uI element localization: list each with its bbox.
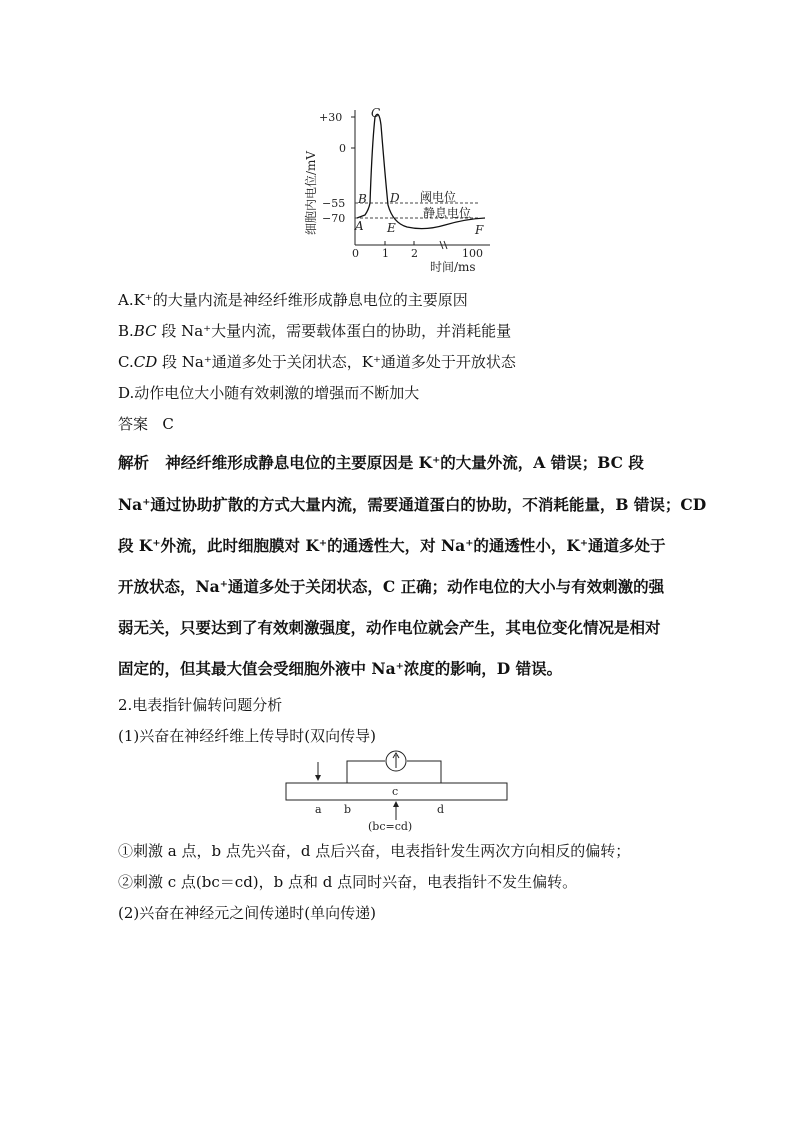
- option-b-segment: BC: [133, 322, 157, 340]
- option-b-text: 段 Na⁺大量内流，需要载体蛋白的协助，并消耗能量: [156, 322, 512, 340]
- option-c-prefix: C.: [118, 353, 134, 371]
- meter-wire-right: [407, 761, 441, 783]
- explanation-line-1: [118, 452, 644, 474]
- explanation-line-3: 段 K⁺外流，此时细胞膜对 K⁺的通透性大，对 Na⁺的通透性小，K⁺通道多处于: [118, 536, 666, 555]
- explanation-line-6: 固定的，但其最大值会受细胞外液中 Na⁺浓度的影响，D 错误。: [118, 659, 563, 678]
- option-c-text: 段 Na⁺通道多处于关闭状态，K⁺通道多处于开放状态: [157, 353, 516, 371]
- option-b-prefix: B.: [118, 322, 134, 340]
- explanation-line-2: Na⁺通过协助扩散的方式大量内流，需要通道蛋白的协助，不消耗能量，B 错误；CD: [118, 495, 707, 514]
- option-a: A.K⁺的大量内流是神经纤维形成静息电位的主要原因: [118, 291, 468, 309]
- point-f-label: F: [475, 223, 484, 237]
- label-d: d: [437, 803, 445, 816]
- x-tick-2: 2: [411, 247, 418, 260]
- resting-label: 静息电位: [423, 206, 472, 220]
- label-c: c: [392, 785, 399, 798]
- x-tick-1: 1: [382, 247, 389, 260]
- x-tick-0: 0: [352, 247, 359, 260]
- answer-line: [118, 414, 174, 434]
- explanation-line-4: 开放状态，Na⁺通道多处于关闭状态，C 正确；动作电位的大小与有效刺激的强: [118, 577, 665, 596]
- point-2: ②刺激 c 点(bc＝cd)，b 点和 d 点同时兴奋，电表指针不发生偏转。: [118, 873, 578, 891]
- stimulus-arrow-a-head: [315, 775, 321, 781]
- point-a-label: A: [355, 219, 364, 233]
- y-tick-55: −55: [322, 197, 346, 210]
- explanation-line-5: 弱无关，只要达到了有效刺激强度，动作电位就会产生，其电位变化情况是相对: [118, 618, 661, 637]
- section-heading: 2.电表指针偏转问题分析: [118, 696, 283, 714]
- subsection-1: (1)兴奋在神经纤维上传导时(双向传导): [118, 727, 376, 745]
- point-e-label: E: [387, 221, 396, 235]
- point-d-label: D: [390, 191, 400, 205]
- point-b-label: B: [358, 192, 367, 206]
- fiber-note: (bc=cd): [368, 820, 413, 833]
- y-axis-label: 细胞内电位/mV: [304, 150, 318, 235]
- answer-value: C: [162, 415, 174, 433]
- point-c-label: C: [371, 106, 381, 120]
- explanation-label: 解析: [118, 453, 150, 472]
- answer-label: 答案: [118, 415, 149, 433]
- option-d: D.动作电位大小随有效刺激的增强而不断加大: [118, 384, 420, 402]
- threshold-label: 阈电位: [420, 190, 457, 204]
- option-c: [118, 352, 516, 372]
- y-tick-0: 0: [339, 142, 346, 155]
- y-tick-30: +30: [319, 111, 343, 124]
- meter-wire: [347, 761, 385, 783]
- label-a: a: [315, 803, 322, 816]
- x-tick-100: 100: [462, 247, 483, 260]
- subsection-2: (2)兴奋在神经元之间传递时(单向传递): [118, 904, 376, 922]
- nerve-fiber-diagram: [280, 750, 515, 835]
- label-b: b: [344, 803, 352, 816]
- point-1: ①刺激 a 点，b 点先兴奋，d 点后兴奋，电表指针发生两次方向相反的偏转；: [118, 842, 631, 860]
- stimulus-arrow-c-head: [393, 801, 399, 807]
- explanation-text-1: 神经纤维形成静息电位的主要原因是 K⁺的大量外流，A 错误；BC 段: [165, 453, 644, 472]
- x-axis-label: 时间/ms: [430, 260, 476, 274]
- y-tick-70: −70: [322, 212, 346, 225]
- option-c-segment: CD: [133, 353, 158, 371]
- option-b: [118, 321, 511, 341]
- action-potential-graph: [295, 105, 500, 280]
